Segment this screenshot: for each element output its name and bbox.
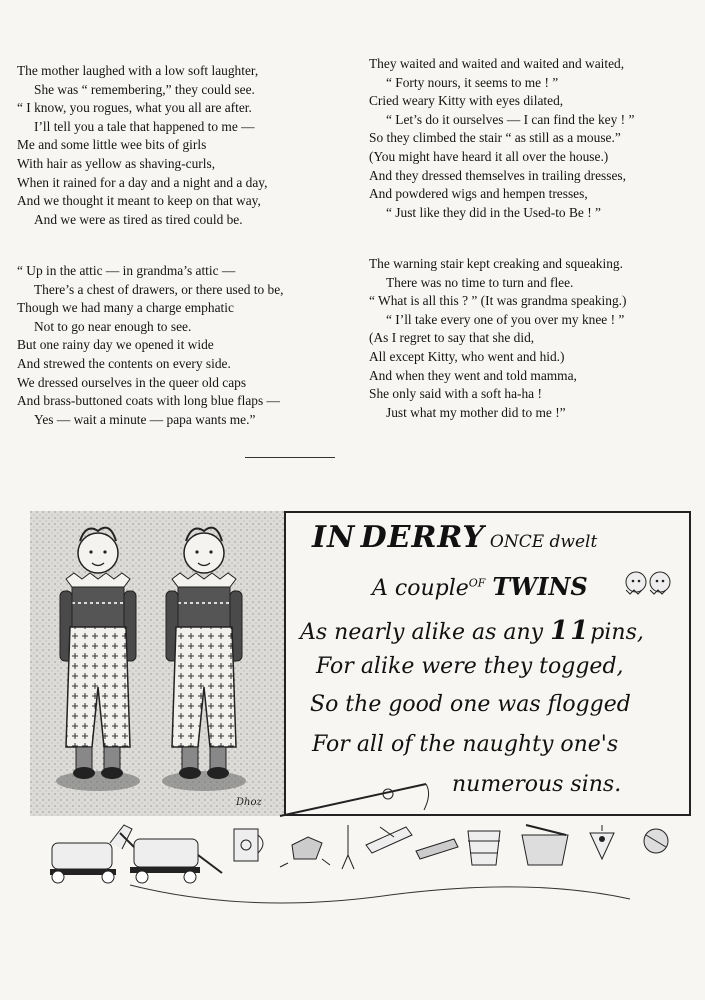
verse-line-6: For all of the naughty one's: [312, 732, 619, 757]
poem-line: And we were as tired as tired could be.: [34, 211, 243, 227]
section-divider: [245, 457, 335, 458]
twin-heads-icon: [622, 568, 674, 598]
poem-line: And they dressed themselves in trailing dresses,: [369, 167, 626, 183]
poem-line: With hair as yellow as shaving-curls,: [17, 155, 216, 171]
verse-line-4: For alike were they togged,: [316, 654, 624, 679]
poem-line: “ Let’s do it ourselves — I can find the key ! ”: [386, 111, 635, 127]
verse-derry: DERRY: [360, 520, 485, 555]
poem-line: And brass-buttoned coats with long blue flaps —: [17, 393, 280, 409]
doll-head-icon: [644, 829, 668, 853]
poem-line: (You might have heard it all over the house.): [369, 148, 609, 164]
poem-line: “ Up in the attic — in grandma’s attic —: [17, 263, 236, 278]
toy-border: [30, 815, 691, 905]
poem-line: “ What is all this ? ” (It was grandma speaking.): [369, 293, 627, 309]
poem-line: Not to go near enough to see.: [34, 318, 192, 334]
poem-line: And we thought it meant to keep on that way,: [17, 193, 261, 209]
pocket-knife-2-icon: [416, 839, 458, 859]
string-flourish: [130, 885, 630, 903]
verse-a-couple: A couple: [372, 576, 469, 601]
poem-line: The warning stair kept creaking and squeaking.: [369, 256, 623, 271]
poem-line: (As I regret to say that she did,: [369, 330, 535, 346]
verse-line-3-text: As nearly alike as any: [300, 620, 544, 645]
poem-line: Cried weary Kitty with eyes dilated,: [369, 93, 564, 109]
bucket-icon: [468, 831, 500, 865]
poem-line: But one rainy day we opened it wide: [17, 337, 214, 353]
poem-line: There was no time to turn and flee.: [386, 274, 574, 290]
verse-line-2: [372, 572, 588, 601]
verse-twins: TWINS: [492, 572, 588, 601]
verse-line-1: [312, 520, 597, 555]
poem-line: They waited and waited and waited and waited,: [369, 56, 625, 71]
poem-line: And powdered wigs and hempen tresses,: [369, 186, 588, 202]
verse-pins: pins,: [590, 620, 644, 645]
poem-line: And when they went and told mamma,: [369, 367, 577, 383]
toy-horse-2-icon: [120, 833, 222, 883]
poem-line: The mother laughed with a low soft laughter,: [17, 63, 259, 78]
broken-toy-icon: [280, 837, 330, 867]
poem-line: I’ll tell you a tale that happened to me —: [34, 118, 255, 134]
spinning-top-icon: [590, 825, 614, 859]
verse-of: OF: [468, 576, 486, 590]
poem-line: “ I know, you rogues, what you all are after.: [17, 100, 252, 116]
poem-line: Just what my mother did to me !”: [386, 404, 566, 420]
poem-line: “ I’ll take every one of you over my knee ! ”: [386, 311, 625, 327]
basket-icon: [522, 825, 568, 865]
poem-line: All except Kitty, who went and hid.): [369, 348, 565, 364]
poem-line: “ Just like they did in the Used-to Be ! ”: [386, 204, 601, 220]
mug-icon: [234, 829, 263, 861]
poem-line: “ Forty nours, it seems to me ! ”: [386, 74, 559, 90]
poem-stanza-3: [369, 55, 699, 222]
poem-line: Yes — wait a minute — papa wants me.”: [34, 411, 256, 427]
poem-line: Though we had many a charge emphatic: [17, 300, 234, 316]
poem-line: We dressed ourselves in the queer old caps: [17, 374, 247, 390]
twins-drawing-icon: [30, 511, 286, 816]
verse-line-3: [300, 616, 644, 646]
poem-line: And strewed the contents on every side.: [17, 355, 231, 371]
verse-once-dwelt: ONCE dwelt: [489, 532, 598, 552]
verse-eleven: 11: [550, 616, 591, 646]
poem-stanza-1: [17, 62, 347, 229]
poem-line: She was “ remembering,” they could see.: [34, 81, 255, 97]
poem-line: When it rained for a day and a night and a day,: [17, 174, 268, 190]
poem-line: So they climbed the stair “ as still as a mouse.”: [369, 130, 621, 146]
poem-line: There’s a chest of drawers, or there used to be,: [34, 281, 284, 297]
verse-line-7: numerous sins.: [452, 772, 622, 797]
whistle-icon: [342, 825, 354, 869]
poem-stanza-4: [369, 255, 699, 422]
poem-line: Me and some little wee bits of girls: [17, 137, 207, 153]
verse-in: IN: [312, 520, 356, 555]
twins-illustration: [30, 511, 286, 816]
artist-signature: Dhoz: [236, 797, 262, 808]
pocket-knife-icon: [366, 827, 412, 853]
poem-stanza-2: [17, 262, 347, 429]
poem-line: She only said with a soft ha-ha !: [369, 386, 542, 402]
verse-line-5: So the good one was flogged: [310, 692, 631, 717]
